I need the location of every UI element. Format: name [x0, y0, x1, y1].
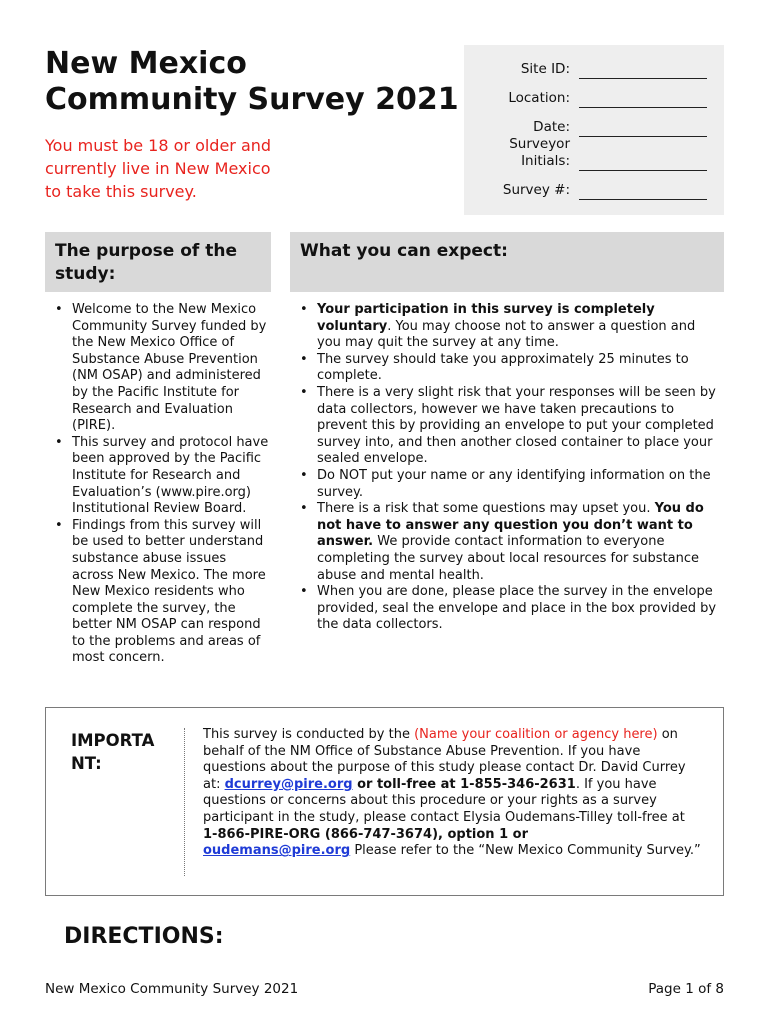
voluntary-text: . You may choose not to answer a question and you may quit the survey at any time. [317, 318, 696, 351]
toll-free-number: or toll-free at 1-855-346-2631 [352, 776, 576, 792]
title-line-1: New Mexico [45, 46, 247, 81]
list-item: • This survey and protocol have been approved by the Pacific Institute for Research and Evaluation’s (www.pire.org) Institutional Review Board. [53, 435, 271, 518]
page-number: Page 1 of 8 [648, 981, 724, 997]
location-blank[interactable] [579, 92, 707, 108]
important-label [71, 729, 171, 775]
important-text-part: on behalf of the NM Office of Substance Abuse Prevention. If you have questions about the purpose of this study please contact Dr. David Currey at: [203, 727, 686, 792]
list-item: • Do NOT put your name or any identifying information on the survey. [298, 468, 720, 501]
location-label: Location: [508, 90, 570, 106]
voluntary-bold-text: Your participation in this survey is completely voluntary [317, 302, 655, 334]
risk-text: There is a risk that some questions may upset you. [317, 501, 655, 517]
agency-placeholder: (Name your coalition or agency here) [414, 727, 658, 742]
important-text-part: This survey is conducted by the [203, 727, 415, 742]
date-blank[interactable] [579, 121, 707, 137]
site-id-blank[interactable] [579, 63, 707, 79]
important-label-line-2: NT: [71, 754, 102, 773]
surveyor-label-line-2: Initials: [521, 153, 570, 169]
survey-number-blank[interactable] [579, 184, 707, 200]
list-item: • Welcome to the New Mexico Community Survey funded by the New Mexico Office of Substance Abuse Prevention (NM OSAP) and administered by the Pacific Institute for Research and Evaluation (PIRE). [53, 302, 271, 435]
age-notice [45, 134, 345, 203]
age-notice-line-3: to take this survey. [45, 182, 197, 201]
important-label-line-1: IMPORTA [71, 731, 155, 750]
pire-phone-number: 1-866-PIRE-ORG (866-747-3674), option 1 or [203, 826, 529, 842]
list-item: • There is a very slight risk that your responses will be seen by data collectors, however we have taken precautions to prevent this by providing an envelope to put your completed survey into, and then another closed container to place your sealed envelope. [298, 385, 720, 468]
directions-heading: DIRECTIONS: [64, 924, 224, 949]
footer-title: New Mexico Community Survey 2021 [45, 981, 299, 997]
important-text-part: . If you have questions or concerns about this procedure or your rights as a survey participant in the study, please contact Elysia Oudemans-Tilley toll-free at [203, 776, 685, 825]
important-notice-box [45, 707, 724, 896]
survey-number-label: Survey #: [502, 182, 570, 198]
important-text [203, 727, 703, 860]
purpose-heading: The purpose of the study: [45, 232, 271, 292]
expect-list [298, 302, 720, 634]
site-info-box [464, 45, 724, 215]
purpose-list [53, 302, 271, 667]
divider [184, 728, 185, 876]
list-item: • The survey should take you approximately 25 minutes to complete. [298, 352, 720, 385]
resources-text: We provide contact information to everyone completing the survey about local resources for substance abuse and mental health. [317, 534, 699, 583]
date-label: Date: [533, 119, 570, 135]
age-notice-line-1: You must be 18 or older and [45, 136, 272, 155]
email-link-oudemans[interactable]: oudemans@pire.org [203, 843, 351, 859]
title-line-2: Community Survey 2021 [45, 82, 459, 117]
page-title [45, 46, 465, 118]
email-link-dcurrey[interactable]: dcurrey@pire.org [224, 776, 353, 792]
surveyor-label-line-1: Surveyor [509, 136, 570, 152]
expect-heading: What you can expect: [290, 232, 724, 292]
list-item: • When you are done, please place the survey in the envelope provided, seal the envelope and place in the box provided by the data collectors. [298, 584, 720, 634]
list-item: • Findings from this survey will be used to better understand substance abuse issues across New Mexico. The more New Mexico residents who complete the survey, the better NM OSAP can respond to the problems and areas of most concern. [53, 518, 271, 667]
list-item [298, 302, 720, 352]
list-item [298, 501, 720, 584]
no-answer-bold-text: You do not have to answer any question you don’t want to answer. [317, 501, 704, 550]
age-notice-line-2: currently live in New Mexico [45, 159, 271, 178]
surveyor-initials-blank[interactable] [579, 155, 707, 171]
important-text-part: Please refer to the “New Mexico Community Survey.” [350, 843, 701, 859]
site-id-label: Site ID: [520, 61, 570, 77]
